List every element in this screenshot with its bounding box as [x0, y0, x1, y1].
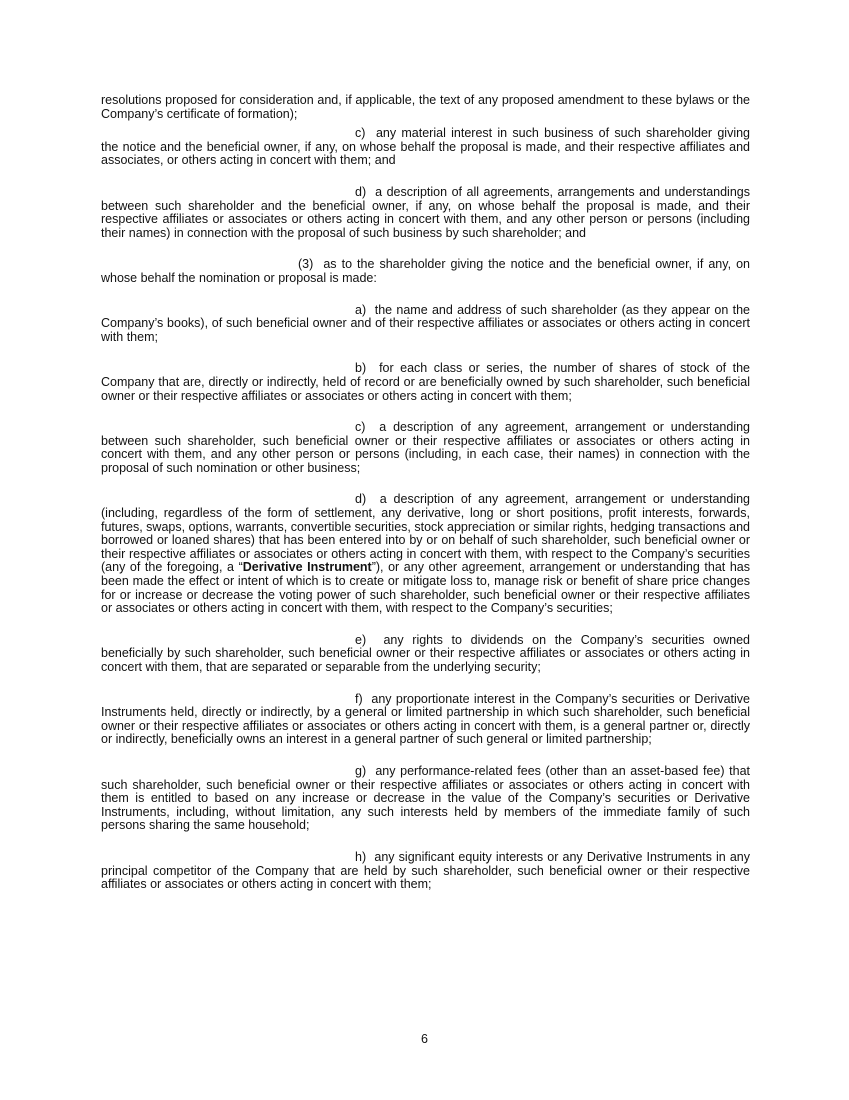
paragraph-text: any rights to dividends on the Company’s securities owned beneficially by such shareholder, such beneficial owner or their respective affiliates or associates or others acting in concert with them, that are separated or separable from the underlying security;	[101, 632, 751, 674]
item-marker: f)	[355, 691, 372, 706]
item-marker: a)	[355, 302, 375, 317]
item-marker: g)	[355, 763, 376, 778]
paragraph-text: a description of all agreements, arrangements and understandings between such shareholder and the beneficial owner, if any, on whose behalf the proposal is made, and their respective affiliates or associates or others acting in concert with them, and any other person or persons (including their names) in connection with the proposal of such business by such shareholder; and	[101, 184, 750, 240]
paragraph-text: any significant equity interests or any Derivative Instruments in any principal competitor of the Company that are held by such shareholder, such beneficial owner or their respective affiliates or associates or others acting in concert with them;	[101, 849, 750, 892]
item-marker: e)	[355, 632, 384, 647]
paragraph-resolutions-continued	[101, 94, 750, 121]
item-marker: d)	[355, 492, 380, 507]
page-number: 6	[421, 1032, 428, 1046]
paragraph-d-agreements	[101, 186, 750, 240]
paragraph-d-derivative	[101, 493, 750, 615]
item-marker: b)	[355, 361, 380, 376]
paragraph-g-fees	[101, 765, 750, 833]
paragraph-text: a description of any agreement, arrangement or understanding (including, regardless of the form of settlement, any derivative, long or short positions, profit interests, forwards, futures, swaps, options, warrants, convertible securities, stock appreciation or similar rights, hedging transactions and borrowed or loaned shares) that has been entered into by or on behalf of such shareholder, such beneficial owner or their respective affiliates or associates or others acting in concert with them, with respect to the Company’s securities (any of the foregoing, a “	[101, 492, 751, 575]
document-body	[101, 94, 750, 892]
paragraph-text: any material interest in such business of such shareholder giving the notice and the beneficial owner, if any, on whose behalf the proposal is made, and their respective affiliates and associates, or others acting in concert with them; and	[101, 126, 750, 168]
defined-term: Derivative Instrument	[242, 560, 372, 575]
paragraph-h-equity	[101, 851, 750, 892]
item-marker: (3)	[298, 257, 324, 272]
paragraph-f-proportionate	[101, 693, 750, 747]
paragraph-b-shares	[101, 362, 750, 403]
item-marker: d)	[355, 184, 376, 199]
paragraph-text: any proportionate interest in the Company’s securities or Derivative Instruments held, directly or indirectly, by a general or limited partnership in which such shareholder, such beneficial owner or their respective affiliates or associates or others acting in concert with them, is a general partner or, directly or indirectly, beneficially owns an interest in a general partner of such general or limited partnership;	[101, 691, 750, 747]
paragraph-text: any performance-related fees (other than an asset-based fee) that such shareholder, such beneficial owner or their respective affiliates or associates or others acting in concert with them is entitled to based on any increase or decrease in the value of the Company’s securities or Derivative Instruments, including, without limitation, any such interests held by members of the immediate family of such persons sharing the same household;	[101, 763, 751, 833]
paragraph-text: a description of any agreement, arrangement or understanding between such shareholder, such beneficial owner or their respective affiliates or associates or others acting in concert with them, and any other person or persons (including, in each case, their names) in connection with the proposal of such nomination or other business;	[101, 420, 751, 475]
paragraph-e-dividends	[101, 634, 750, 675]
paragraph-text: resolutions proposed for consideration and, if applicable, the text of any proposed amendment to these bylaws or the Company’s certificate of formation);	[101, 93, 750, 121]
paragraph-text: for each class or series, the number of shares of stock of the Company that are, directly or indirectly, held of record or are beneficially owned by such shareholder, such beneficial owner or their respective affiliates or associates or others acting in concert with them;	[101, 361, 750, 403]
paragraph-c-material-interest	[101, 127, 750, 168]
paragraph-text: as to the shareholder giving the notice and the beneficial owner, if any, on whose behalf the nomination or proposal is made:	[101, 257, 750, 285]
item-marker: c)	[355, 126, 376, 141]
paragraph-3-shareholder-notice	[101, 258, 750, 285]
item-marker: h)	[355, 849, 375, 864]
paragraph-text: ”), or any other agreement, arrangement or understanding that has been made the effect or intent of which is to create or mitigate loss to, manage risk or benefit of share price changes for or increase or decrease the voting power of such shareholder, such beneficial owner or their respective affiliates or associates or others acting in concert with them, with respect to the Company’s securities;	[101, 560, 750, 616]
item-marker: c)	[355, 420, 380, 435]
paragraph-text: the name and address of such shareholder (as they appear on the Company’s books), of such beneficial owner and of their respective affiliates or associates or others acting in concert with them;	[101, 302, 750, 344]
paragraph-a-name-address	[101, 304, 750, 345]
paragraph-c-understanding	[101, 421, 750, 475]
